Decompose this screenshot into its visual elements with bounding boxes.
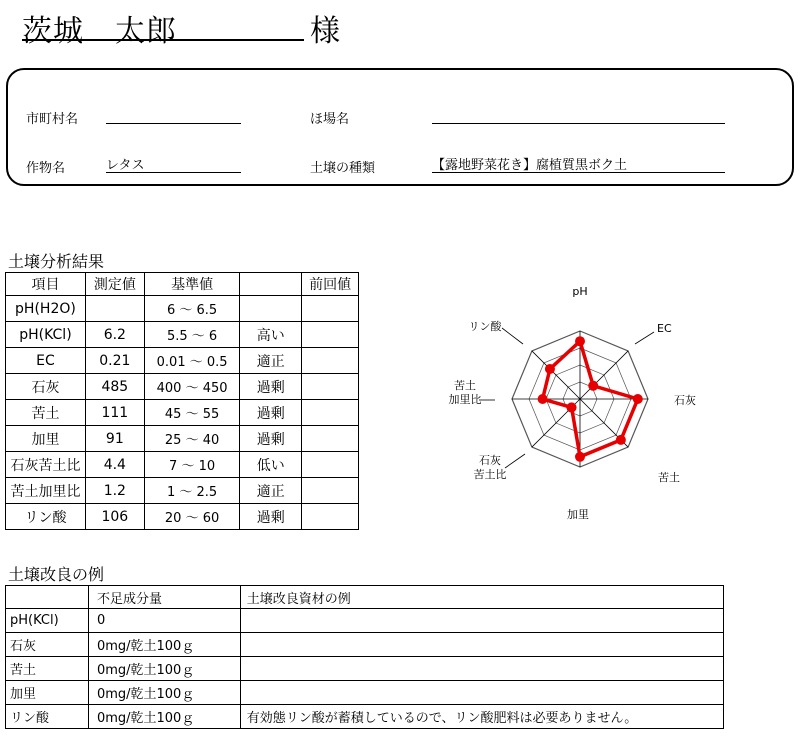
prev-cell [302, 504, 359, 530]
prev-cell [302, 400, 359, 426]
table-row [6, 657, 724, 681]
material-cell: 有効態リン酸が蓄積しているので、リン酸肥料は必要ありません。 [240, 705, 723, 729]
table-row [6, 322, 359, 348]
item-cell: 加里 [6, 426, 86, 452]
table-row [6, 374, 359, 400]
radar-axis-label: 苦土加里比 [448, 379, 482, 406]
standard-cell: 400 ～ 450 [144, 374, 240, 400]
radar-label-leader [505, 454, 525, 468]
radar-point [588, 381, 598, 391]
value-cell: 1.2 [85, 478, 144, 504]
header-eval [240, 273, 302, 296]
analysis-header-row [6, 273, 359, 296]
prev-cell [302, 296, 359, 322]
radar-point [538, 394, 548, 404]
field-name-field[interactable] [432, 105, 725, 124]
table-row [6, 400, 359, 426]
value-cell: 111 [85, 400, 144, 426]
radar-point [575, 336, 585, 346]
prev-cell [302, 348, 359, 374]
recipient-name: 茨城 太郎 [22, 14, 177, 49]
soil-type-label: 土壌の種類 [310, 161, 376, 176]
amount-cell: 0mg/乾土100ｇ [88, 633, 240, 657]
radar-axis-label: 石灰苦土比 [473, 454, 507, 481]
prev-cell [302, 322, 359, 348]
table-row [6, 609, 724, 633]
item-cell: 加里 [6, 681, 89, 705]
table-row [6, 296, 359, 322]
value-cell: 485 [85, 374, 144, 400]
eval-cell [240, 296, 302, 322]
city-field[interactable] [106, 105, 241, 124]
standard-cell: 0.01 ～ 0.5 [144, 348, 240, 374]
radar-point [633, 394, 643, 404]
standard-cell: 6 ～ 6.5 [144, 296, 240, 322]
value-cell: 0.21 [85, 348, 144, 374]
radar-axis-label: リン酸 [468, 320, 502, 333]
material-cell [240, 609, 723, 633]
standard-cell: 25 ～ 40 [144, 426, 240, 452]
standard-cell: 20 ～ 60 [144, 504, 240, 530]
improvement-table [5, 585, 724, 729]
crop-field[interactable]: レタス [106, 154, 241, 173]
header-value: 測定値 [85, 273, 144, 296]
radar-axis-label: 加里 [567, 508, 589, 521]
prev-cell [302, 478, 359, 504]
amount-cell: 0mg/乾土100ｇ [88, 705, 240, 729]
material-cell [240, 657, 723, 681]
item-cell: EC [6, 348, 86, 374]
item-cell: リン酸 [6, 705, 89, 729]
eval-cell: 過剰 [240, 400, 302, 426]
table-row [6, 452, 359, 478]
value-cell: 91 [85, 426, 144, 452]
radar-point [545, 364, 555, 374]
improvement-header-row [6, 586, 724, 609]
radar-chart [405, 278, 755, 528]
standard-cell: 1 ～ 2.5 [144, 478, 240, 504]
header-amount: 不足成分量 [88, 586, 240, 609]
item-cell: リン酸 [6, 504, 86, 530]
eval-cell: 適正 [240, 348, 302, 374]
honorific: 様 [310, 14, 340, 49]
standard-cell: 5.5 ～ 6 [144, 322, 240, 348]
header-standard: 基準値 [144, 273, 240, 296]
material-cell [240, 681, 723, 705]
item-cell: 苦土 [6, 400, 86, 426]
table-row [6, 426, 359, 452]
analysis-table [5, 272, 359, 530]
eval-cell: 高い [240, 322, 302, 348]
item-cell: pH(KCl) [6, 322, 86, 348]
table-row [6, 348, 359, 374]
material-cell [240, 633, 723, 657]
radar-axis-label: EC [657, 322, 672, 335]
amount-cell: 0mg/乾土100ｇ [88, 657, 240, 681]
eval-cell: 過剰 [240, 374, 302, 400]
radar-axis-label: 石灰 [674, 394, 696, 407]
item-cell: pH(KCl) [6, 609, 89, 633]
amount-cell: 0mg/乾土100ｇ [88, 681, 240, 705]
prev-cell [302, 374, 359, 400]
radar-label-leader [502, 328, 523, 344]
analysis-rows [6, 296, 359, 530]
crop-label: 作物名 [26, 161, 66, 176]
city-label: 市町村名 [26, 112, 79, 127]
table-row [6, 633, 724, 657]
item-cell: 石灰苦土比 [6, 452, 86, 478]
radar-point [616, 435, 626, 445]
header-blank [6, 586, 89, 609]
improvement-title: 土壌改良の例 [8, 565, 105, 584]
prev-cell [302, 452, 359, 478]
header-prev: 前回値 [302, 273, 359, 296]
value-cell: 4.4 [85, 452, 144, 478]
radar-label-leader [635, 332, 654, 344]
item-cell: pH(H2O) [6, 296, 86, 322]
table-row [6, 681, 724, 705]
prev-cell [302, 426, 359, 452]
item-cell: 石灰 [6, 633, 89, 657]
radar-axis-label: pH [572, 285, 588, 298]
soil-type-field[interactable]: 【露地野菜花き】腐植質黒ボク土 [432, 154, 725, 173]
item-cell: 石灰 [6, 374, 86, 400]
eval-cell: 低い [240, 452, 302, 478]
table-row [6, 705, 724, 729]
amount-cell: 0 [88, 609, 240, 633]
item-cell: 苦土加里比 [6, 478, 86, 504]
table-row [6, 478, 359, 504]
radar-axis-label: 苦土 [658, 471, 680, 484]
name-underline [22, 39, 304, 41]
value-cell: 6.2 [85, 322, 144, 348]
radar-point [575, 452, 585, 462]
value-cell: 106 [85, 504, 144, 530]
field-label: ほ場名 [310, 112, 350, 127]
table-row [6, 504, 359, 530]
eval-cell: 過剰 [240, 426, 302, 452]
analysis-title: 土壌分析結果 [8, 252, 105, 271]
standard-cell: 7 ～ 10 [144, 452, 240, 478]
header-material: 土壌改良資材の例 [240, 586, 723, 609]
eval-cell: 適正 [240, 478, 302, 504]
improvement-rows [6, 609, 724, 729]
header-item: 項目 [6, 273, 86, 296]
value-cell [85, 296, 144, 322]
eval-cell: 過剰 [240, 504, 302, 530]
item-cell: 苦土 [6, 657, 89, 681]
standard-cell: 45 ～ 55 [144, 400, 240, 426]
radar-point [567, 402, 577, 412]
